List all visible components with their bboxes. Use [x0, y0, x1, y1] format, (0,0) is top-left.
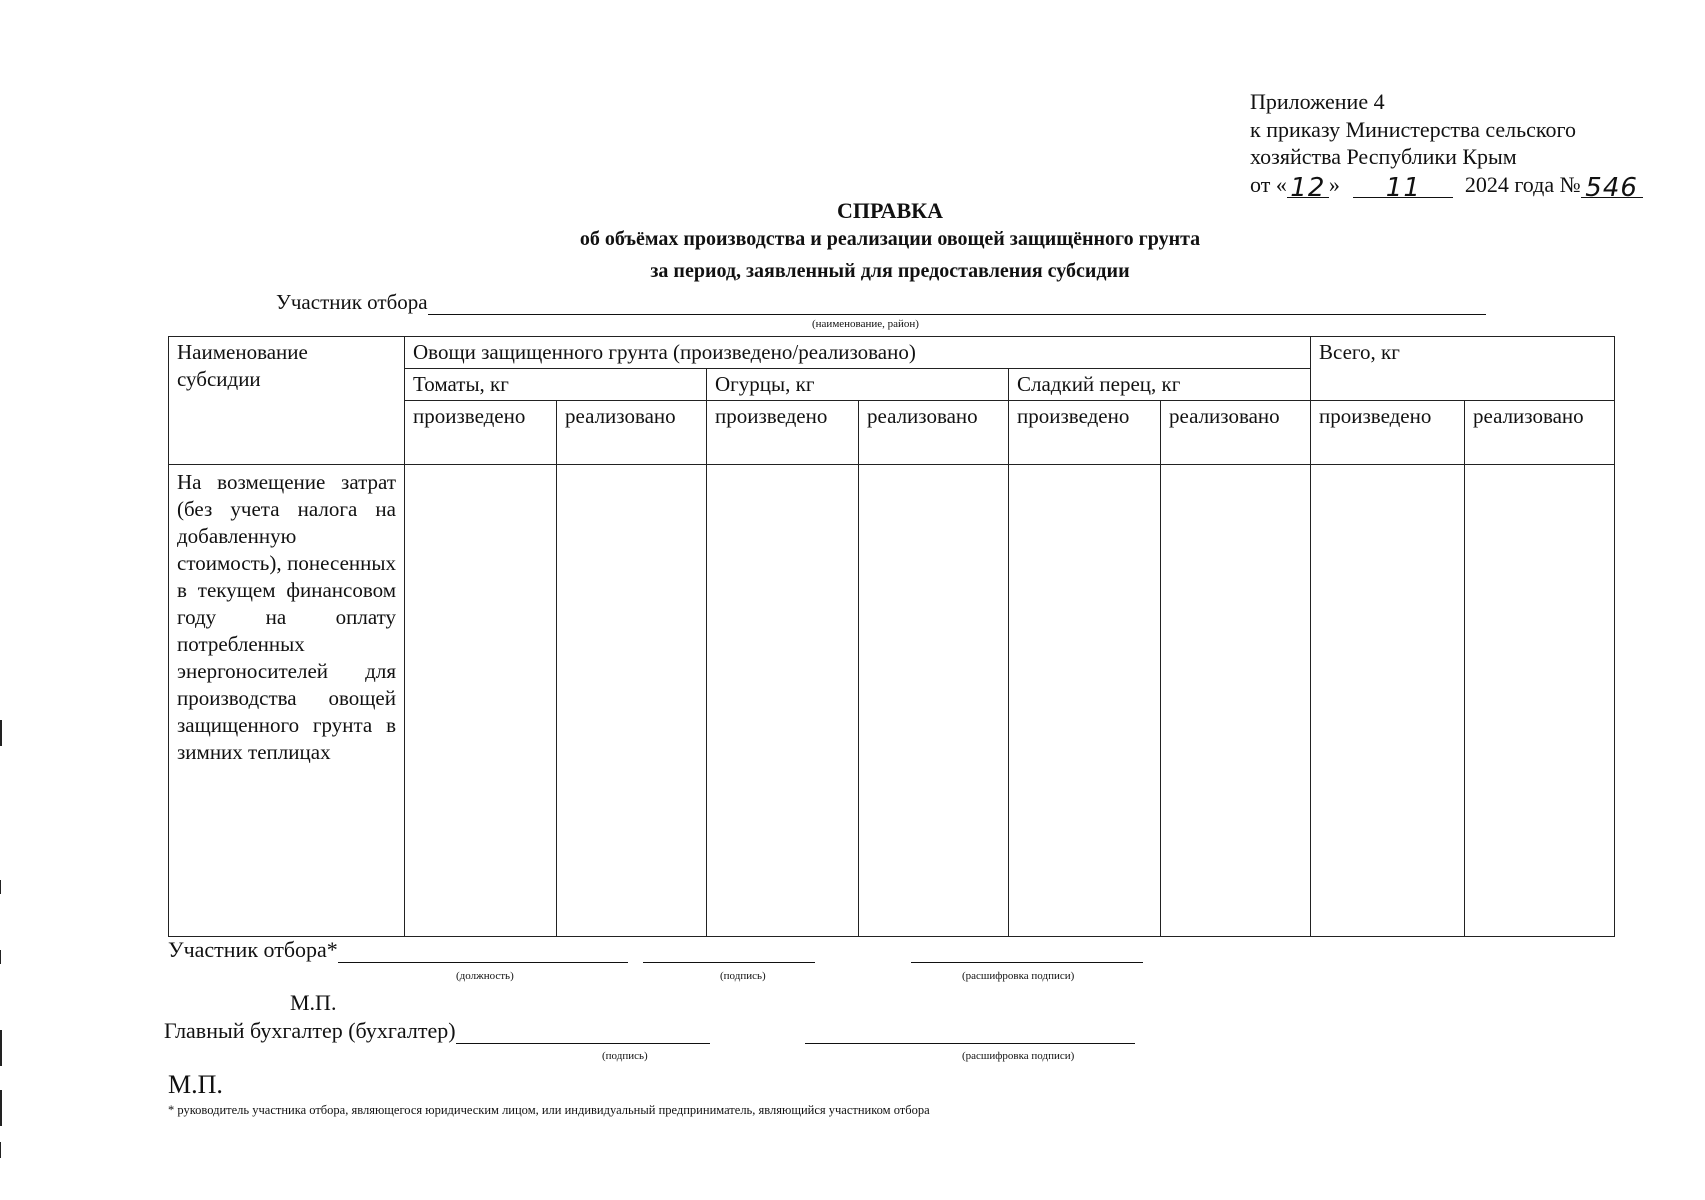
header-cucumbers: Огурцы, кг — [707, 369, 1009, 401]
document-subtitle: об объёмах производства и реализации овощей защищённого грунта — [579, 228, 1201, 250]
cell-tomatoes-sold[interactable] — [557, 465, 707, 937]
scan-mark — [0, 950, 1, 964]
date-month: 11 — [1385, 173, 1421, 203]
participant-caption: (наименование, район) — [812, 318, 919, 330]
cell-pepper-produced[interactable] — [1009, 465, 1161, 937]
subsidy-description: На возмещение затрат (без учета налога на добавленную стоимость), понесенных в текущем финансовом году на оплату потребленных энергоносителей для производства овощей защищенного грунта в зимних теплицах — [169, 465, 405, 937]
caption-signature: (подпись) — [720, 970, 766, 982]
accountant-label: Главный бухгалтер (бухгалтер) — [164, 1018, 456, 1043]
table-row — [169, 465, 1615, 937]
cell-tomatoes-produced[interactable] — [405, 465, 557, 937]
appendix-date-line — [1250, 171, 1690, 203]
header-subsidy-name: Наименование субсидии — [169, 337, 405, 465]
header-pepper-sold: реализовано — [1161, 401, 1311, 465]
date-day: 12 — [1290, 173, 1326, 203]
participant-row — [276, 290, 1486, 315]
accountant-signature-line[interactable] — [456, 1023, 710, 1044]
cell-cucumbers-produced[interactable] — [707, 465, 859, 937]
scan-mark — [0, 1030, 2, 1066]
header-total-sold: реализовано — [1465, 401, 1615, 465]
document-subtitle-2: за период, заявленный для предоставления субсидии — [650, 260, 1130, 282]
decoding-line[interactable] — [911, 942, 1143, 963]
cell-total-produced[interactable] — [1311, 465, 1465, 937]
caption-position: (должность) — [456, 970, 514, 982]
participant-label: Участник отбора — [276, 290, 428, 314]
participant-input-line[interactable] — [428, 294, 1486, 315]
header-tomatoes-sold: реализовано — [557, 401, 707, 465]
caption-decoding-2: (расшифровка подписи) — [962, 1050, 1075, 1062]
header-cucumbers-sold: реализовано — [859, 401, 1009, 465]
header-sweet-pepper: Сладкий перец, кг — [1009, 369, 1311, 401]
signature-line[interactable] — [643, 942, 815, 963]
appendix-line3: хозяйства Республики Крым — [1250, 144, 1517, 169]
cell-pepper-sold[interactable] — [1161, 465, 1311, 937]
accountant-decoding-line[interactable] — [805, 1023, 1135, 1044]
caption-signature-2: (подпись) — [602, 1050, 648, 1062]
cell-total-sold[interactable] — [1465, 465, 1615, 937]
stamp-mark-1: М.П. — [290, 990, 337, 1015]
production-table — [168, 336, 1615, 937]
participant-signature-row — [168, 937, 1143, 963]
participant-signature-label: Участник отбора* — [168, 937, 338, 962]
header-pepper-produced: произведено — [1009, 401, 1161, 465]
header-tomatoes-produced: произведено — [405, 401, 557, 465]
cell-cucumbers-sold[interactable] — [859, 465, 1009, 937]
appendix-line1: Приложение 4 — [1250, 89, 1385, 114]
date-year: 2024 года № — [1464, 171, 1581, 197]
header-cucumbers-produced: произведено — [707, 401, 859, 465]
appendix-line2: к приказу Министерства сельского — [1250, 116, 1576, 142]
scan-mark — [0, 720, 2, 746]
footnote: * руководитель участника отбора, являющегося юридическим лицом, или индивидуальный предприниматель, являющийся участником отбора — [168, 1103, 930, 1117]
appendix-block — [1250, 88, 1690, 203]
caption-decoding: (расшифровка подписи) — [962, 970, 1075, 982]
scan-mark — [0, 1142, 1, 1158]
header-total-produced: произведено — [1311, 401, 1465, 465]
date-prefix: от « — [1250, 171, 1287, 197]
header-total: Всего, кг — [1311, 337, 1615, 401]
accountant-signature-row — [164, 1018, 1135, 1044]
header-tomatoes: Томаты, кг — [405, 369, 707, 401]
stamp-mark-2: М.П. — [168, 1070, 223, 1099]
scan-mark — [0, 1090, 2, 1126]
date-month-field — [1353, 173, 1453, 203]
document-title: СПРАВКА — [836, 198, 944, 223]
order-number-field — [1581, 173, 1643, 203]
scan-mark — [0, 880, 1, 894]
date-day-field — [1287, 173, 1329, 203]
header-vegetables-group: Овощи защищенного грунта (произведено/реализовано) — [405, 337, 1311, 369]
date-mid: » — [1328, 171, 1340, 197]
position-line[interactable] — [338, 942, 628, 963]
order-number: 546 — [1585, 173, 1638, 203]
